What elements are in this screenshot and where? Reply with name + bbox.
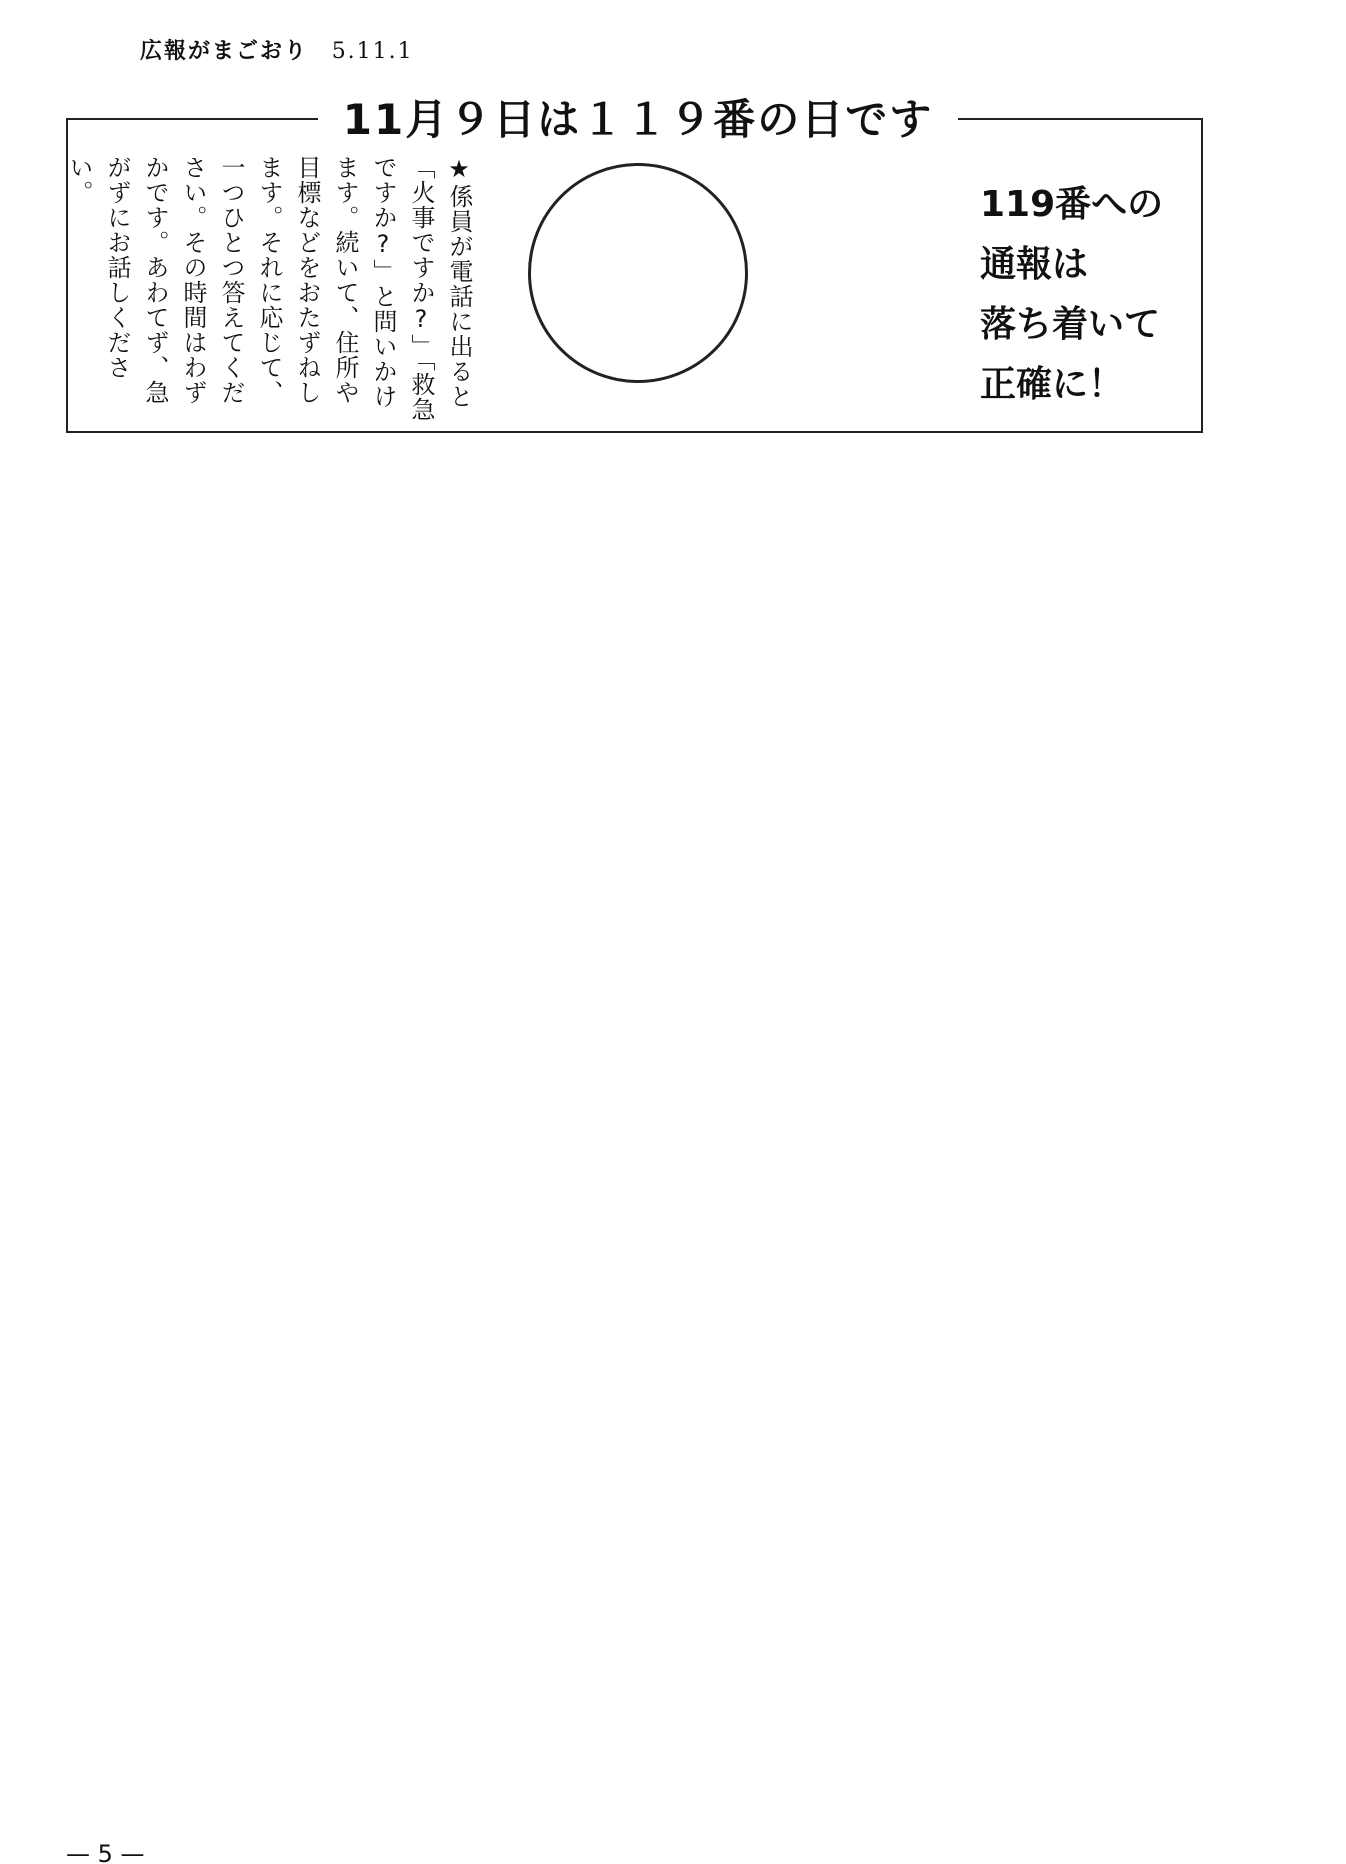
callout-line: 119番への [980,184,1164,225]
phone-operator-illustration [528,163,748,383]
feature-title: 11月９日は１１９番の日です [318,90,958,150]
page-number: — 5 — [66,1840,145,1864]
feature-intro: ★係員が電話に出ると「火事ですか?」「救急ですか?」と問いかけます。続いて、住所や目標などをおたずねします。それに応じて、一つひとつ答えてください。その時間はわずかです。あわてず、急がずにお話しください。 [65,155,473,422]
callout-line: 正確に！ [980,364,1125,405]
publication-date: 5.11.1 [331,39,414,64]
callout-line: 通報は [980,244,1089,285]
callout-line: 落ち着いて [980,304,1161,345]
publication-name: 広報がまごおり [140,39,309,64]
feature-callout [980,175,1163,415]
publication-header [140,34,414,65]
page-number-value: 5 [97,1840,113,1864]
